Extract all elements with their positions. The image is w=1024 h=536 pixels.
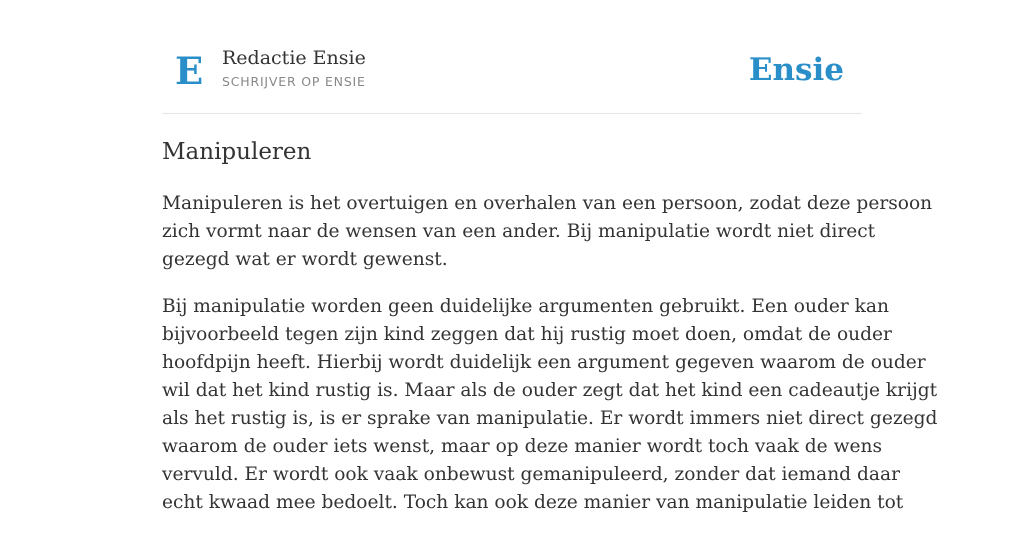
text-line: gezegd wat er wordt gewenst. (162, 249, 448, 270)
text-line: zich vormt naar de wensen van een ander. Bij manipulatie wordt niet direct (162, 221, 876, 242)
text-line: waarom de ouder iets wenst, maar op deze manier wordt toch vaak de wens (162, 436, 883, 457)
author-name[interactable]: Redactie Ensie (222, 47, 366, 69)
text-line: Bij manipulatie worden geen duidelijke argumenten gebruikt. Een ouder kan (162, 296, 889, 317)
brand-logo[interactable]: Ensie (748, 52, 844, 88)
author-avatar-letter[interactable]: E (175, 49, 204, 93)
article-body (162, 190, 938, 536)
text-line: echt kwaad mee bedoelt. Toch kan ook deze manier van manipulatie leiden tot (162, 492, 904, 513)
page-title: Manipuleren (162, 139, 312, 165)
text-line: wil dat het kind rustig is. Maar als de ouder zegt dat het kind een cadeautje krijgt (162, 380, 938, 401)
author-header (162, 40, 862, 114)
text-line: als het rustig is, is er sprake van manipulatie. Er wordt immers niet direct gezegd (162, 408, 938, 429)
text-line: Manipuleren is het overtuigen en overhalen van een persoon, zodat deze persoon (162, 193, 933, 214)
text-line: vervuld. Er wordt ook vaak onbewust gemanipuleerd, zonder dat iemand daar (162, 464, 900, 485)
author-role: SCHRIJVER OP ENSIE (222, 74, 366, 89)
paragraph-1 (162, 190, 933, 274)
text-line: bijvoorbeeld tegen zijn kind zeggen dat hij rustig moet doen, omdat de ouder (162, 324, 892, 345)
text-line: hoofdpijn heeft. Hierbij wordt duidelijk een argument gegeven waarom de ouder (162, 352, 926, 373)
paragraph-2 (162, 293, 938, 517)
